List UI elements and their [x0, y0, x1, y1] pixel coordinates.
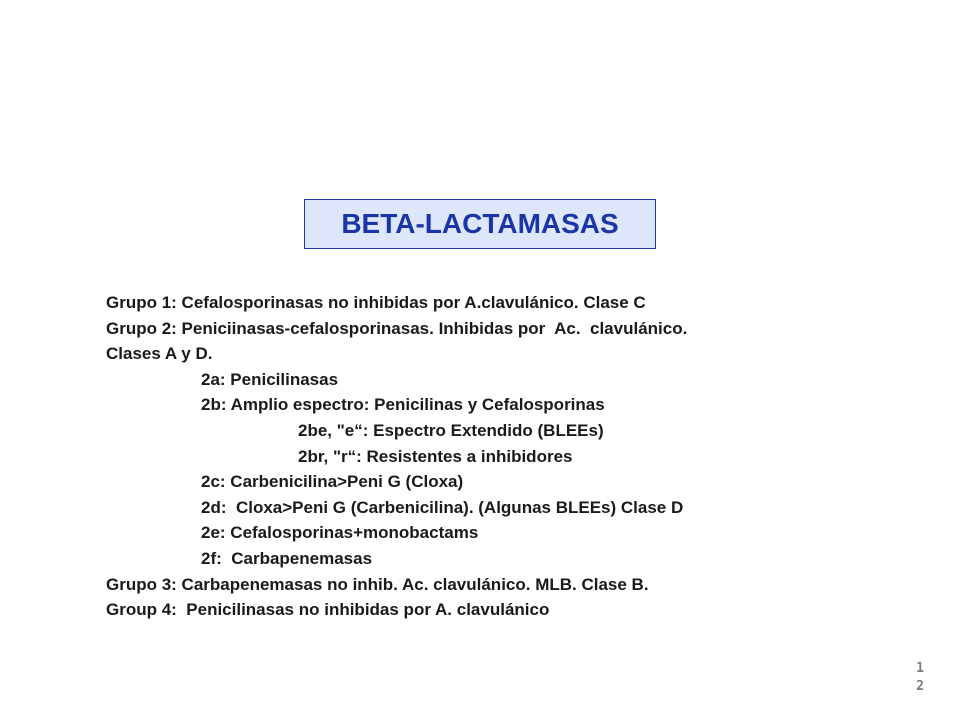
list-line: Grupo 2: Peniciinasas-cefalosporinasas. Inhibidas por Ac. clavulánico. [106, 318, 688, 338]
list-line: 2b: Amplio espectro: Penicilinas y Cefalosporinas [201, 395, 605, 415]
list-line: Grupo 1: Cefalosporinasas no inhibidas por A.clavulánico. Clase C [106, 293, 646, 312]
list-line: 2br, "r“: Resistentes a inhibidores [298, 446, 573, 466]
page-number-digit: 1 [916, 661, 924, 676]
list-line: Clases A y D. [106, 344, 213, 364]
list-line: Grupo 3: Carbapenemasas no inhib. Ac. clavulánico. MLB. Clase B. [106, 574, 649, 594]
list-line: 2f: Carbapenemasas [201, 548, 373, 568]
title-box [304, 199, 656, 249]
list-line: Group 4: Penicilinasas no inhibidas por A. clavulánico [106, 600, 550, 620]
list-line: 2d: Cloxa>Peni G (Carbenicilina). (Algunas BLEEs) Clase D [201, 497, 684, 517]
list-line: 2be, "e“: Espectro Extendido (BLEEs) [298, 420, 604, 440]
list-line: 2e: Cefalosporinas+monobactams [201, 523, 479, 543]
page-number-digit: 2 [916, 679, 924, 694]
list-line: 2a: Penicilinasas [201, 369, 339, 389]
slide-title: BETA-LACTAMASAS [341, 208, 619, 239]
list-line: 2c: Carbenicilina>Peni G (Cloxa) [201, 472, 464, 492]
classification-list [106, 290, 886, 623]
page-number [912, 660, 928, 696]
